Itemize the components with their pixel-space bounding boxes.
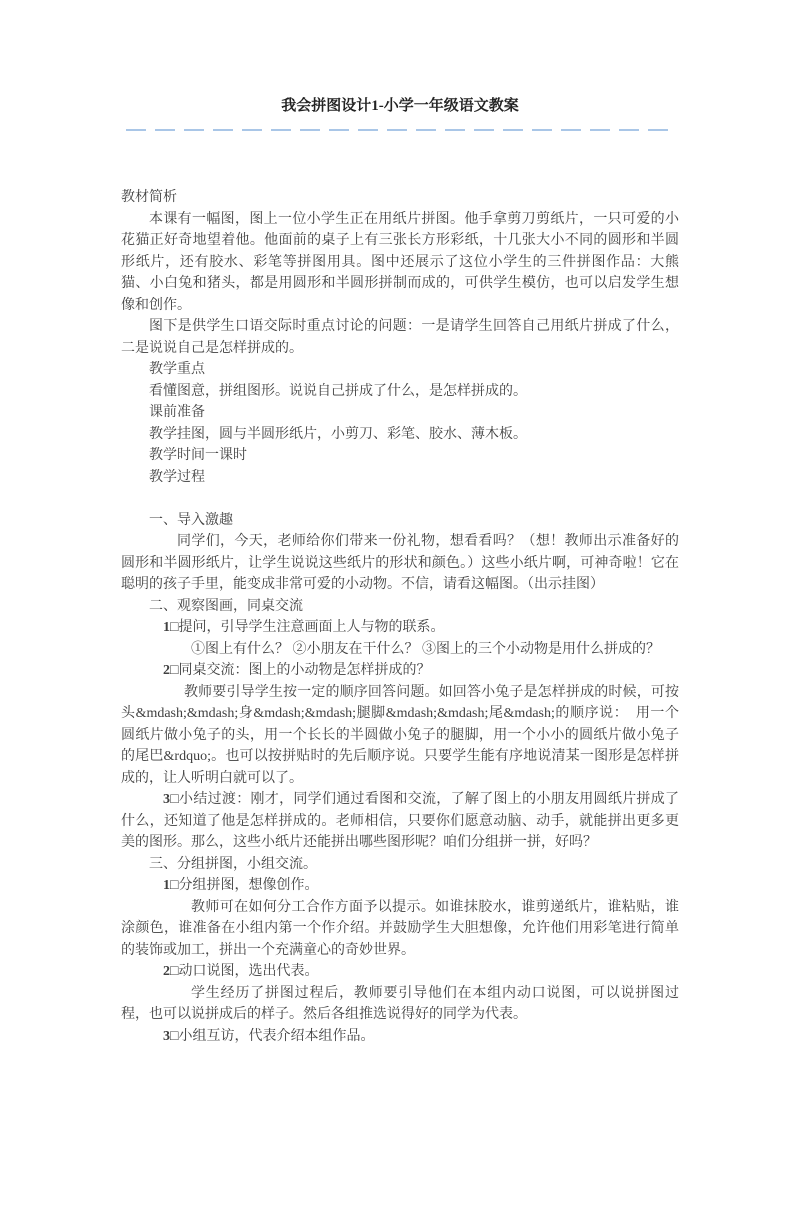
paragraph-text: 学生经历了拼图过程后，教师要引导他们在本组内动口说图，可以说拼图过程，也可以说拼成后的样子。然后各组推选说得好的同学为代表。: [121, 985, 679, 1022]
page-root: [0, 96, 800, 1227]
paragraph-number: 3□: [163, 792, 180, 807]
blank-line: [121, 488, 679, 510]
paragraph-text: 提问，引导学生注意画面上人与物的联系。: [178, 620, 445, 635]
paragraph-number: 3□: [163, 1028, 179, 1044]
paragraph: [121, 875, 679, 897]
paragraph-text: 教学过程: [149, 469, 205, 485]
paragraph: [121, 660, 679, 682]
paragraph-text: 同学们，今天，老师给你们带来一份礼物，想看看吗？（想！教师出示准备好的圆形和半圆形纸片，让学生说说这些纸片的形状和颜色。）这些小纸片啊，可神奇啦！它在聪明的孩子手里，能变成非常可爱的小动物。不信，请看这幅图。（出示挂图）: [121, 534, 679, 592]
paragraph: [121, 445, 679, 467]
paragraph: [121, 467, 679, 489]
paragraph-text: 分组拼图，想像创作。: [178, 878, 319, 893]
paragraph: [121, 209, 679, 317]
paragraph-text: 教师可在如何分工合作方面予以提示。如谁抹胶水，谁剪递纸片，谁粘贴，谁涂颜色，谁准备在小组内第一个作介绍。并鼓励学生大胆想像，允许他们用彩笔进行简单的装饰或加工，拼出一个充满童心的奇妙世界。: [121, 899, 679, 958]
paragraph: [121, 854, 679, 876]
paragraph-text: 教师要引导学生按一定的顺序回答问题。如回答小兔子是怎样拼成的时候，可按头&mdash;&mdash;身&mdash;&mdash;腿脚&mdash;&mdash;尾&mdash;的顺序说： 用一个圆纸片做小兔子的头，用一个长长的半圆做小兔子的腿脚，用一个小小的圆纸片做小兔子的尾巴&rdquo;。也可以按拼贴时的先后顺序说。只要学生能有序地说清某一图形是怎样拼成的，让人听明白就可以了。: [121, 684, 679, 786]
paragraph-text: 一、导入激趣: [149, 512, 233, 528]
paragraph: [121, 961, 679, 983]
paragraph-text: 教学重点: [149, 362, 205, 377]
paragraph: [121, 424, 679, 446]
paragraph: [121, 510, 679, 532]
paragraph: [121, 187, 679, 209]
paragraph-text: 动口说图，选出代表。: [178, 964, 319, 979]
paragraph-text: 教学挂图，圆与半圆形纸片，小剪刀、彩笔、胶水、薄木板。: [149, 426, 527, 442]
paragraph-text: 同桌交流：图上的小动物是怎样拼成的？: [178, 663, 431, 678]
paragraph-text: ①图上有什么？ ②小朋友在干什么？ ③图上的三个小动物是用什么拼成的？: [191, 641, 660, 657]
paragraph-text: 看懂图意，拼组图形。说说自己拼成了什么，是怎样拼成的。: [149, 383, 527, 399]
paragraph: [121, 596, 679, 618]
paragraph-number: 1□: [163, 878, 179, 893]
paragraph-text: 本课有一幅图，图上一位小学生正在用纸片拼图。他手拿剪刀剪纸片，一只可爱的小花猫正好奇地望着他。他面前的桌子上有三张长方形彩纸，十几张大小不同的圆形和半圆形纸片，还有胶水、彩笔等拼图用具。图中还展示了这位小学生的三件拼图作品：大熊猫、小白兔和猪头，都是用圆形和半圆形拼制而成的，可供学生模仿，也可以启发学生想像和创作。: [121, 211, 679, 313]
document-title: 我会拼图设计1-小学一年级语文教案: [281, 98, 519, 114]
paragraph: [121, 316, 679, 359]
paragraph-text: 小结过渡：刚才，同学们通过看图和交流，了解了图上的小朋友用圆纸片拼成了什么，还知道了他是怎样拼成的。老师相信，只要你们愿意动脑、动手，就能拼出更多更美的图形。那么，这些小纸片还能拼出哪些图形呢？咱们分组拼一拼，好吗？: [121, 792, 679, 850]
paragraph-number: 2□: [163, 964, 179, 979]
paragraph-text: 教学时间一课时: [149, 448, 247, 463]
paragraph: [121, 359, 679, 381]
paragraph: [121, 617, 679, 639]
paragraph-number: 1□: [163, 620, 179, 635]
document-body: [121, 187, 679, 1047]
paragraph-text: 课前准备: [149, 405, 205, 420]
paragraph: [121, 897, 679, 962]
paragraph: [121, 531, 679, 596]
title-divider: [126, 129, 674, 131]
paragraph: [121, 983, 679, 1026]
paragraph-text: 教材简析: [121, 190, 177, 205]
paragraph: [121, 402, 679, 424]
paragraph: [121, 1026, 679, 1048]
paragraph-text: 小组互访，代表介绍本组作品。: [178, 1028, 375, 1044]
paragraph: [121, 381, 679, 403]
paragraph: [121, 639, 679, 661]
paragraph-text: 三、分组拼图，小组交流。: [149, 856, 317, 872]
paragraph: [121, 789, 679, 854]
paragraph-text: 二、观察图画，同桌交流: [149, 598, 303, 614]
paragraph-number: 2□: [163, 663, 179, 678]
paragraph-text: 图下是供学生口语交际时重点讨论的问题：一是请学生回答自己用纸片拼成了什么，二是说说自己是怎样拼成的。: [121, 319, 679, 356]
paragraph: [121, 682, 679, 790]
